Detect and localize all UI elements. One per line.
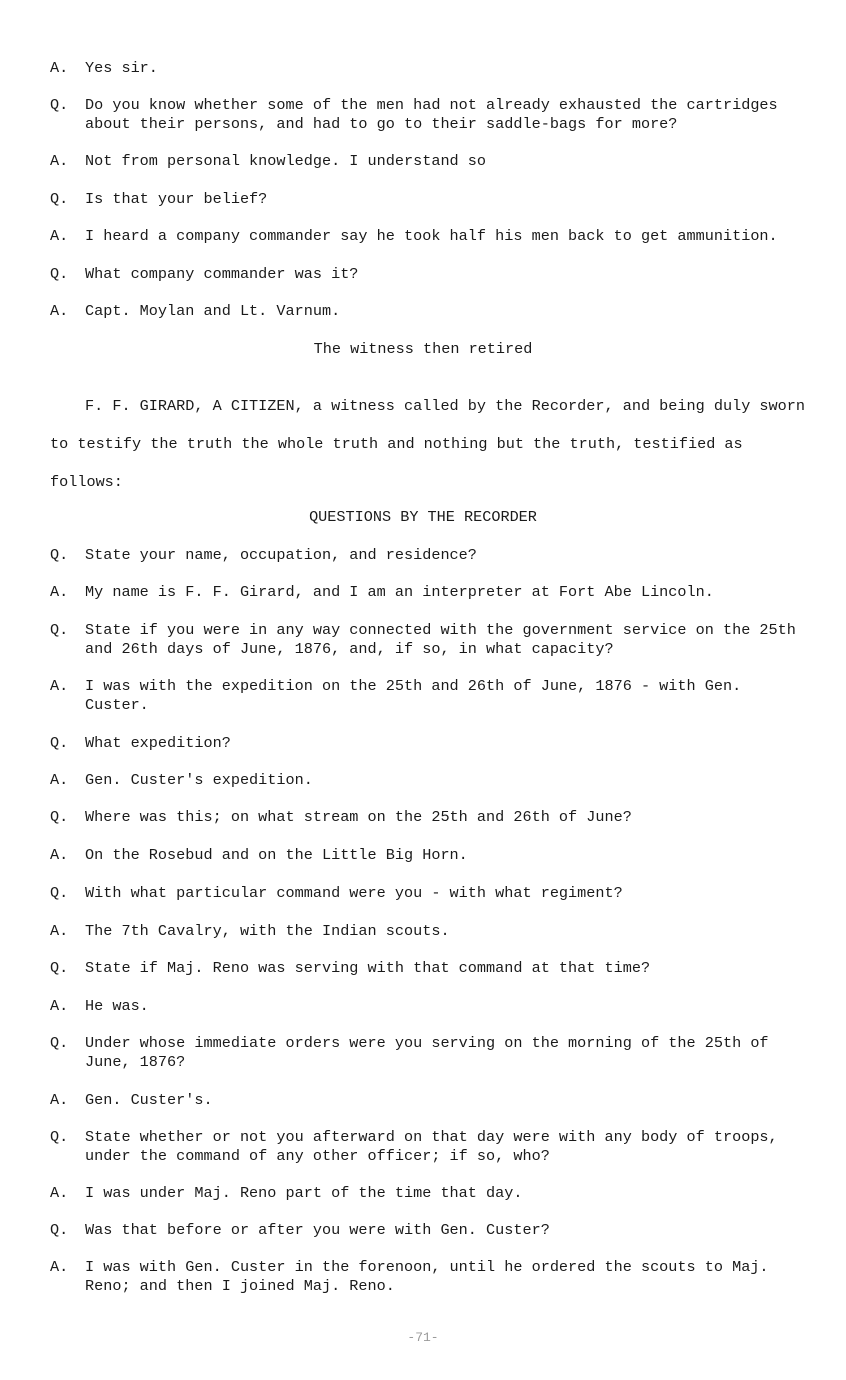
question-line — [50, 1128, 800, 1166]
line-tag: A. — [50, 1258, 69, 1276]
question-line — [50, 884, 800, 903]
line-text: I heard a company commander say he took half his men back to get ammunition. — [85, 227, 778, 245]
line-text: He was. — [85, 997, 149, 1015]
question-line — [50, 190, 800, 209]
question-line — [50, 734, 800, 753]
line-tag: A. — [50, 771, 69, 789]
answer-line — [50, 922, 800, 941]
question-line — [50, 621, 800, 659]
answer-line — [50, 1091, 800, 1110]
line-tag: Q. — [50, 959, 69, 977]
line-tag: A. — [50, 846, 69, 864]
question-line — [50, 1034, 800, 1072]
line-text: What company commander was it? — [85, 265, 359, 283]
line-text: Is that your belief? — [85, 190, 268, 208]
line-tag: A. — [50, 59, 69, 77]
line-tag: Q. — [50, 884, 69, 902]
line-text: I was with Gen. Custer in the forenoon, until he ordered the scouts to Maj. Reno; and then I joined Maj. Reno. — [85, 1258, 769, 1295]
line-text: Do you know whether some of the men had not already exhausted the cartridges about their persons, and had to go to their saddle-bags for more? — [85, 96, 778, 133]
line-tag: A. — [50, 677, 69, 695]
line-text: State your name, occupation, and residence? — [85, 546, 477, 564]
line-tag: Q. — [50, 808, 69, 826]
answer-line — [50, 59, 800, 78]
question-line — [50, 96, 800, 134]
line-tag: Q. — [50, 546, 69, 564]
line-text: Not from personal knowledge. I understand so — [85, 152, 487, 170]
line-tag: Q. — [50, 1034, 69, 1052]
line-tag: Q. — [50, 190, 69, 208]
answer-line — [50, 1184, 800, 1203]
line-text: My name is F. F. Girard, and I am an interpreter at Fort Abe Lincoln. — [85, 583, 714, 601]
answer-line — [50, 771, 800, 790]
answer-line — [50, 227, 800, 246]
line-tag: A. — [50, 922, 69, 940]
answer-line — [50, 677, 800, 715]
line-text: I was under Maj. Reno part of the time that day. — [85, 1184, 523, 1202]
question-line — [50, 546, 800, 565]
line-tag: A. — [50, 1184, 69, 1202]
line-tag: A. — [50, 997, 69, 1015]
line-text: The 7th Cavalry, with the Indian scouts. — [85, 922, 450, 940]
line-tag: Q. — [50, 1221, 69, 1239]
question-line — [50, 265, 800, 284]
line-tag: Q. — [50, 96, 69, 114]
line-tag: A. — [50, 302, 69, 320]
line-text: State if you were in any way connected with the government service on the 25th and 26th days of June, 1876, and, if so, in what capacity? — [85, 621, 796, 658]
answer-line — [50, 997, 800, 1016]
answer-line — [50, 846, 800, 865]
witness-retired-note: The witness then retired — [313, 340, 533, 358]
line-text: I was with the expedition on the 25th and 26th of June, 1876 - with Gen. Custer. — [85, 677, 742, 714]
line-text: State whether or not you afterward on that day were with any body of troops, under the command of any other officer; if so, who? — [85, 1128, 778, 1165]
line-text: State if Maj. Reno was serving with that command at that time? — [85, 959, 651, 977]
line-text: Capt. Moylan and Lt. Varnum. — [85, 302, 341, 320]
line-text: Under whose immediate orders were you serving on the morning of the 25th of June, 1876? — [85, 1034, 769, 1071]
line-text: Where was this; on what stream on the 25th and 26th of June? — [85, 808, 632, 826]
line-text: Was that before or after you were with Gen. Custer? — [85, 1221, 550, 1239]
answer-line — [50, 1258, 800, 1296]
line-text: With what particular command were you - with what regiment? — [85, 884, 623, 902]
line-text: Yes sir. — [85, 59, 158, 77]
answer-line — [50, 302, 800, 321]
line-text: What expedition? — [85, 734, 231, 752]
question-line — [50, 1221, 800, 1240]
question-line — [50, 959, 800, 978]
line-text: On the Rosebud and on the Little Big Horn. — [85, 846, 468, 864]
question-line — [50, 808, 800, 827]
witness-intro-paragraph: F. F. GIRARD, A CITIZEN, a witness called by the Recorder, and being duly sworn to testify the truth the whole truth and nothing but the truth, testified as follows: — [50, 397, 806, 491]
line-tag: A. — [50, 583, 69, 601]
line-tag: A. — [50, 227, 69, 245]
line-tag: Q. — [50, 734, 69, 752]
line-text: Gen. Custer's. — [85, 1091, 213, 1109]
section-heading: QUESTIONS BY THE RECORDER — [309, 508, 537, 526]
page-number: -71- — [407, 1330, 439, 1345]
answer-line — [50, 152, 800, 171]
answer-line — [50, 583, 800, 602]
line-tag: Q. — [50, 265, 69, 283]
line-tag: Q. — [50, 1128, 69, 1146]
line-tag: A. — [50, 152, 69, 170]
line-tag: A. — [50, 1091, 69, 1109]
line-text: Gen. Custer's expedition. — [85, 771, 313, 789]
line-tag: Q. — [50, 621, 69, 639]
